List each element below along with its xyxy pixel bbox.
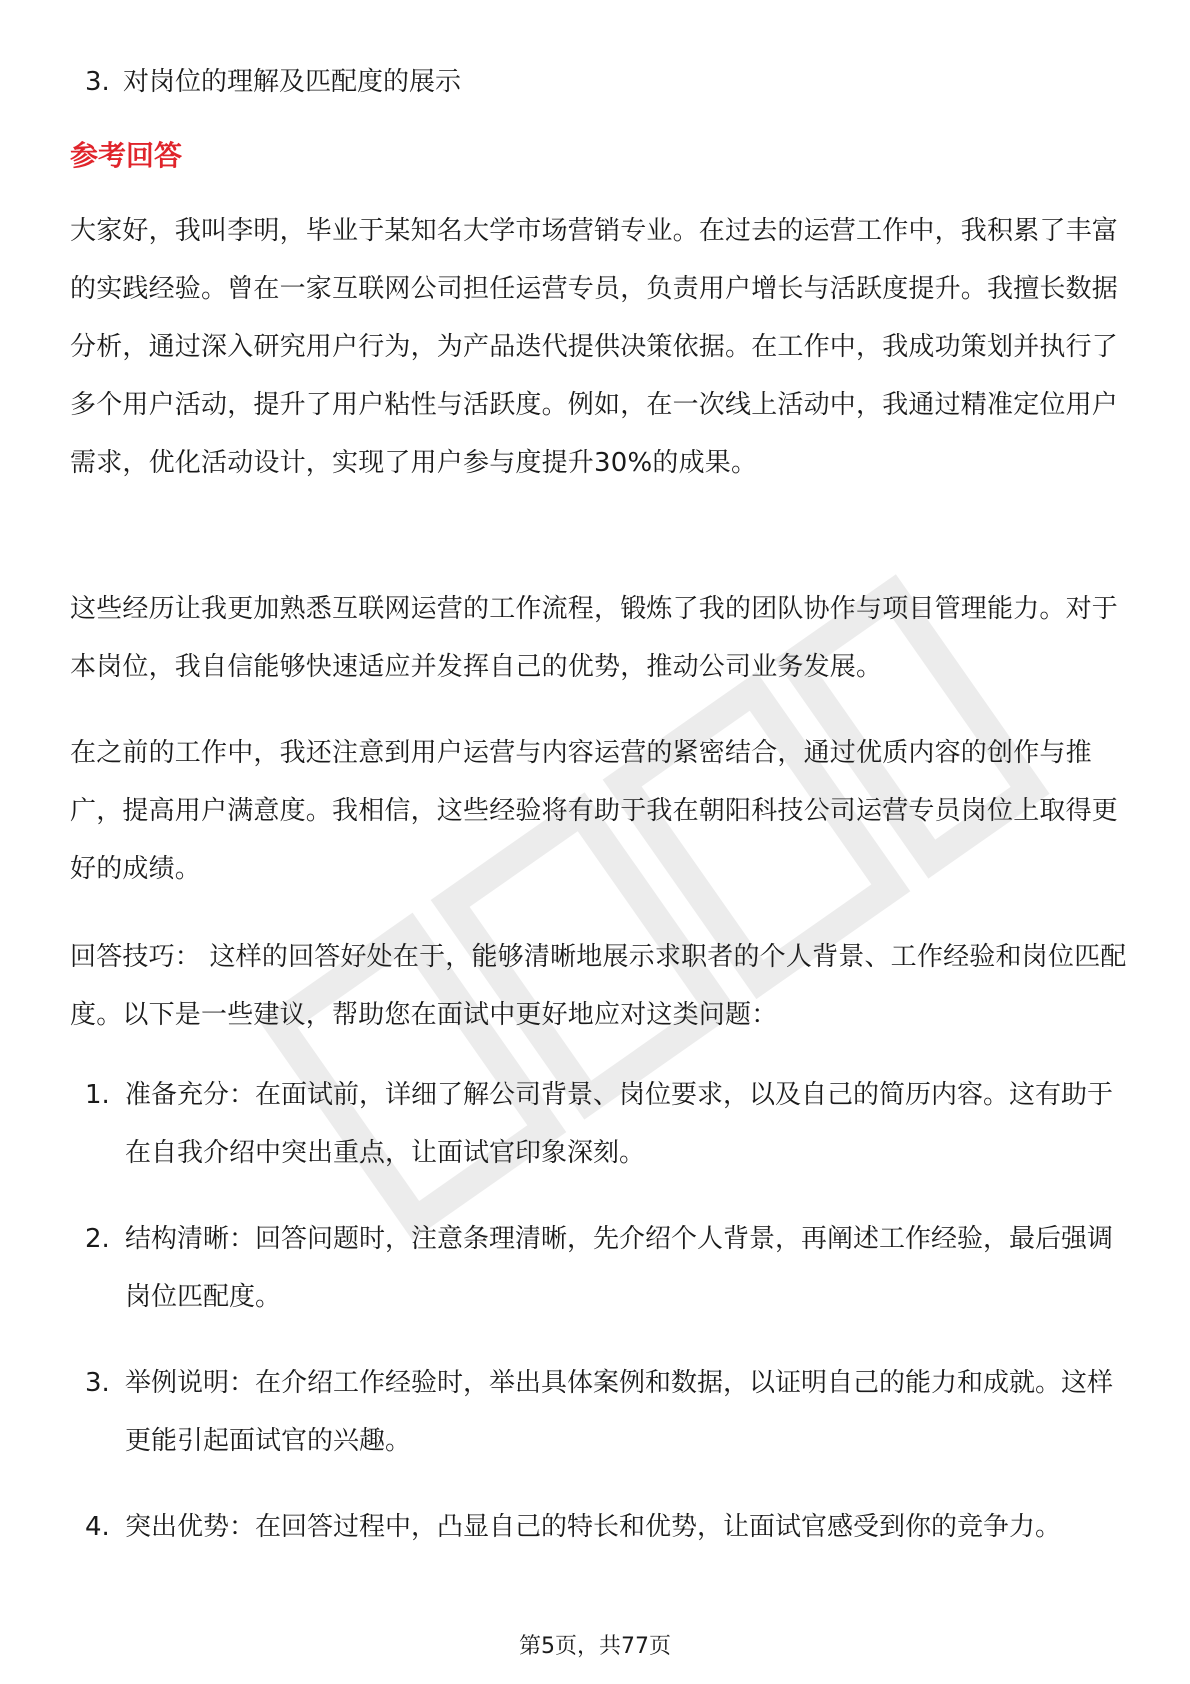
list-number: 3.	[85, 1368, 110, 1398]
list-number: 3.	[85, 67, 110, 97]
list-text: 突出优势：在回答过程中，凸显自己的特长和优势，让面试官感受到你的竞争力。	[125, 1512, 1062, 1542]
section-heading: 参考回答	[70, 139, 183, 172]
list-item	[70, 1066, 1130, 1182]
list-text: 举例说明：在介绍工作经验时，举出具体案例和数据，以证明自己的能力和成就。这样更能引起面试官的兴趣。	[125, 1368, 1114, 1456]
answer-paragraph-3: 在之前的工作中，我还注意到用户运营与内容运营的紧密结合，通过优质内容的创作与推广，提高用户满意度。我相信，这些经验将有助于我在朝阳科技公司运营专员岗位上取得更好的成绩。	[70, 738, 1119, 884]
list-text: 准备充分：在面试前，详细了解公司背景、岗位要求，以及自己的简历内容。这有助于在自我介绍中突出重点，让面试官印象深刻。	[125, 1080, 1114, 1168]
tips-list	[70, 1066, 1130, 1584]
list-number: 1.	[85, 1080, 110, 1110]
list-text: 对岗位的理解及匹配度的展示	[123, 67, 462, 97]
list-item	[70, 1498, 1130, 1556]
list-text: 结构清晰：回答问题时，注意条理清晰，先介绍个人背景，再阐述工作经验，最后强调岗位匹配度。	[125, 1224, 1114, 1312]
answer-paragraph-2: 这些经历让我更加熟悉互联网运营的工作流程，锻炼了我的团队协作与项目管理能力。对于本岗位，我自信能够快速适应并发挥自己的优势，推动公司业务发展。	[70, 594, 1119, 682]
answer-paragraph-1: 大家好，我叫李明，毕业于某知名大学市场营销专业。在过去的运营工作中，我积累了丰富的实践经验。曾在一家互联网公司担任运营专员，负责用户增长与活跃度提升。我擅长数据分析，通过深入研究用户行为，为产品迭代提供决策依据。在工作中，我成功策划并执行了多个用户活动，提升了用户粘性与活跃度。例如，在一次线上活动中，我通过精准定位用户需求，优化活动设计，实现了用户参与度提升30%的成果。	[70, 216, 1119, 478]
list-item	[70, 1210, 1130, 1326]
list-number: 2.	[85, 1224, 110, 1254]
page-footer: 第5页，共77页	[519, 1634, 671, 1659]
list-number: 4.	[85, 1512, 110, 1542]
answer-tips-intro: 回答技巧： 这样的回答好处在于，能够清晰地展示求职者的个人背景、工作经验和岗位匹配度。以下是一些建议，帮助您在面试中更好地应对这类问题：	[70, 942, 1127, 1030]
list-item	[70, 1354, 1130, 1470]
question-item-3	[85, 62, 461, 102]
